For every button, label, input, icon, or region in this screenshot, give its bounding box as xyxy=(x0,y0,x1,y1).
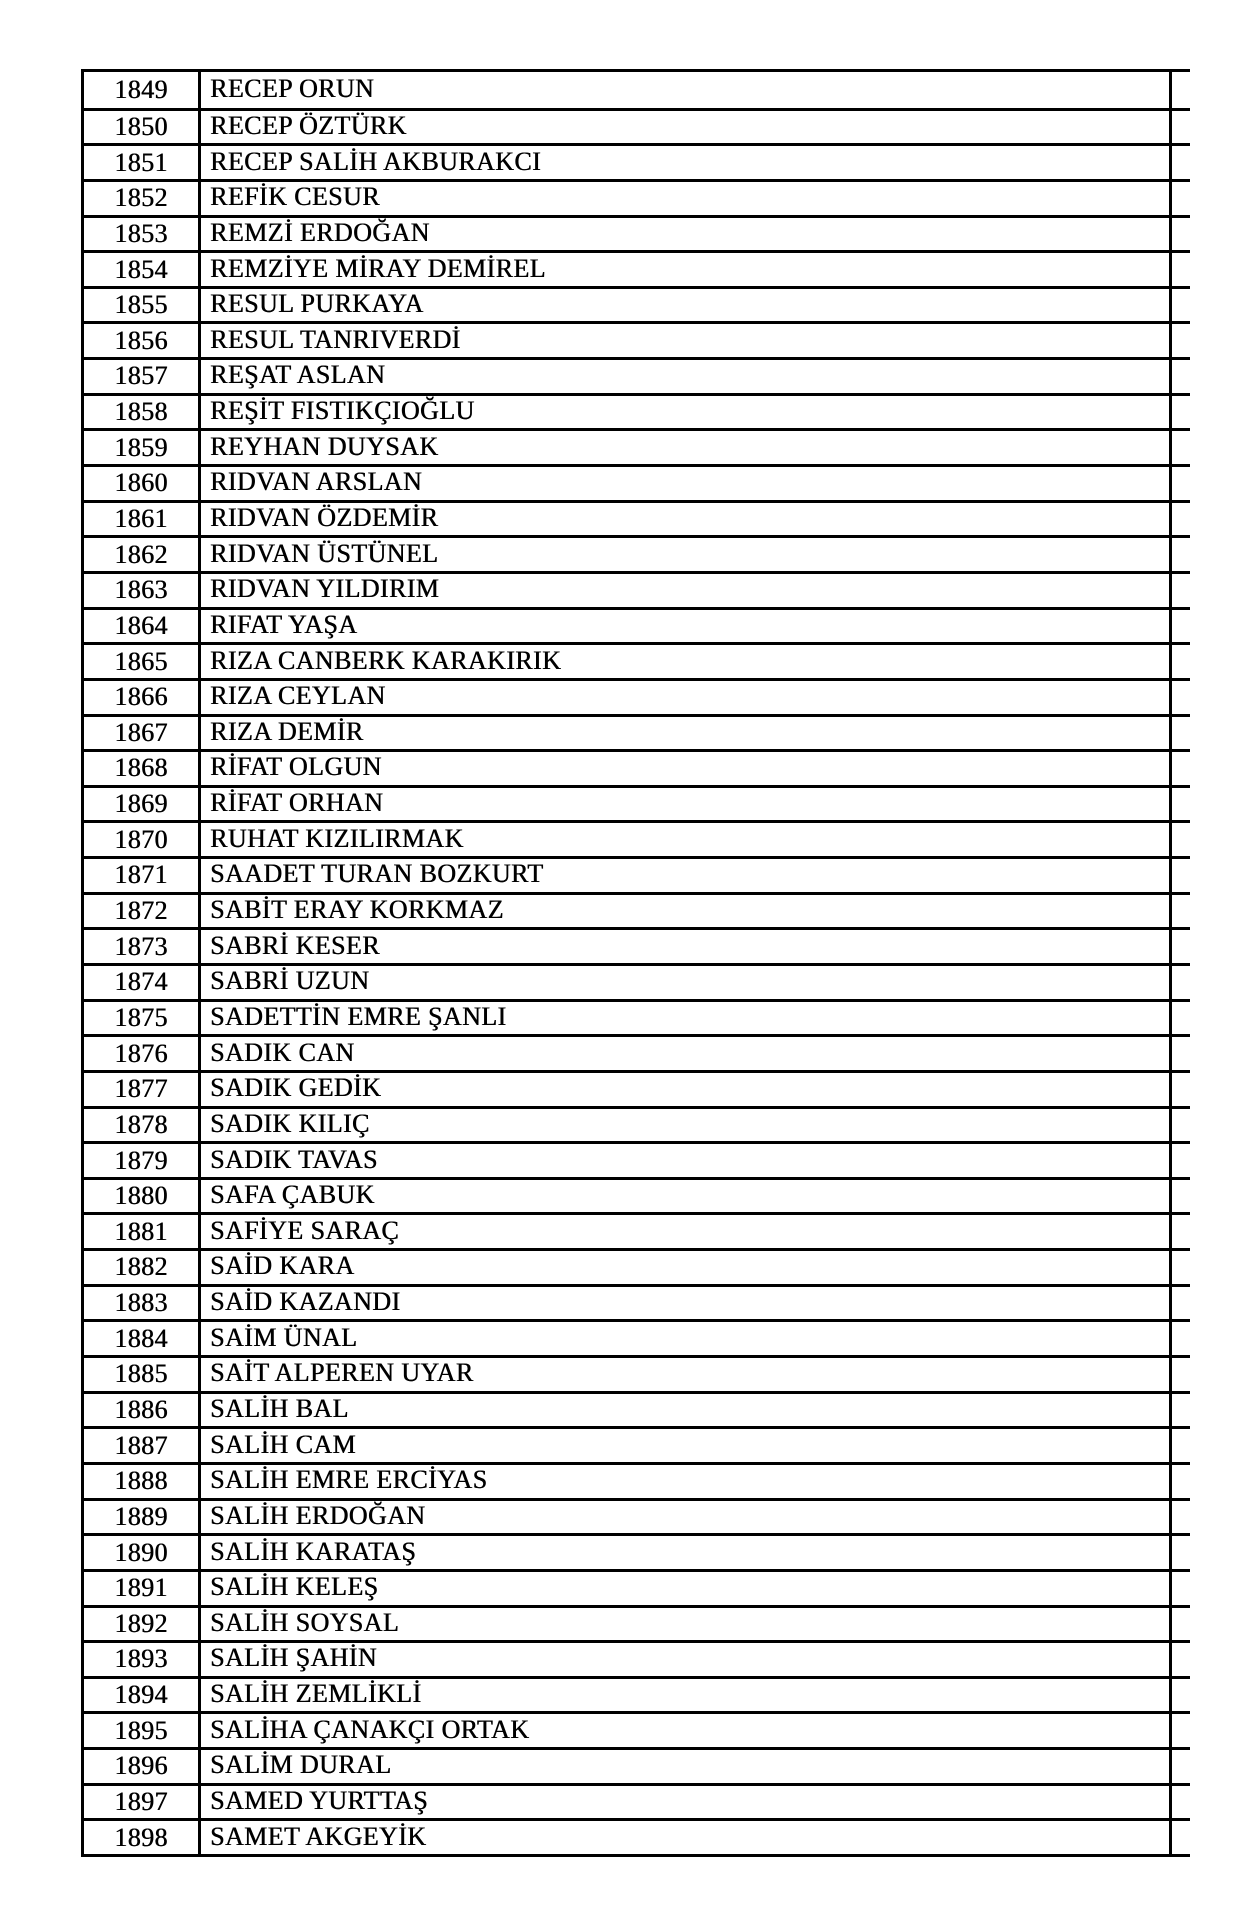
row-number-cell: 1866 xyxy=(84,681,201,714)
row-number-cell: 1881 xyxy=(84,1215,201,1248)
row-number-cell: 1873 xyxy=(84,930,201,963)
row-number-cell: 1879 xyxy=(84,1144,201,1177)
row-number-cell: 1880 xyxy=(84,1180,201,1213)
table-row xyxy=(84,1498,1169,1534)
row-number-cell: 1886 xyxy=(84,1394,201,1427)
row-name-cell: RIZA CEYLAN xyxy=(210,681,386,711)
table-row xyxy=(84,215,1169,251)
row-number-cell: 1897 xyxy=(84,1786,201,1819)
table-row xyxy=(84,1284,1169,1320)
row-name-cell: SAMED YURTTAŞ xyxy=(210,1786,428,1816)
row-name-cell: SALİH KELEŞ xyxy=(210,1572,379,1602)
row-number-cell: 1898 xyxy=(84,1821,201,1854)
row-number-cell: 1875 xyxy=(84,1002,201,1035)
table-row xyxy=(84,1177,1169,1213)
row-number-cell: 1872 xyxy=(84,895,201,928)
row-name-cell: REFİK CESUR xyxy=(210,182,380,212)
row-name-cell: SALİH BAL xyxy=(210,1393,349,1423)
row-name-cell: RECEP ÖZTÜRK xyxy=(210,110,407,140)
row-number-cell: 1893 xyxy=(84,1643,201,1676)
row-number-cell: 1853 xyxy=(84,218,201,251)
row-name-cell: SAİT ALPEREN UYAR xyxy=(210,1358,474,1388)
table-row xyxy=(84,1818,1169,1854)
row-name-cell: SADIK TAVAS xyxy=(210,1144,378,1174)
table-row xyxy=(84,143,1169,179)
row-name-cell: REŞAT ASLAN xyxy=(210,360,386,390)
table-row xyxy=(84,1640,1169,1676)
row-name-cell: SAİD KARA xyxy=(210,1251,355,1281)
row-name-cell: SAFA ÇABUK xyxy=(210,1180,375,1210)
row-number-cell: 1871 xyxy=(84,859,201,892)
table-row xyxy=(84,1141,1169,1177)
row-name-cell: SALİHA ÇANAKÇI ORTAK xyxy=(210,1714,530,1744)
table-row xyxy=(84,749,1169,785)
table-row xyxy=(84,892,1169,928)
table-row xyxy=(84,1462,1169,1498)
table-row xyxy=(84,1605,1169,1641)
row-name-cell: SALİH EMRE ERCİYAS xyxy=(210,1465,488,1495)
table-row xyxy=(84,1319,1169,1355)
table-row xyxy=(84,1783,1169,1819)
row-name-cell: RIFAT YAŞA xyxy=(210,609,358,639)
table-row xyxy=(84,1426,1169,1462)
row-number-cell: 1855 xyxy=(84,289,201,322)
row-number-cell: 1874 xyxy=(84,966,201,999)
row-number-cell: 1852 xyxy=(84,182,201,215)
row-name-cell: SABRİ UZUN xyxy=(210,966,370,996)
row-name-cell: SALİH CAM xyxy=(210,1429,356,1459)
table-row xyxy=(84,1034,1169,1070)
row-number-cell: 1889 xyxy=(84,1501,201,1534)
row-name-cell: REMZİYE MİRAY DEMİREL xyxy=(210,253,546,283)
row-number-cell: 1864 xyxy=(84,610,201,643)
table-row xyxy=(84,357,1169,393)
table-row xyxy=(84,927,1169,963)
row-name-cell: SAFİYE SARAÇ xyxy=(210,1215,400,1245)
row-name-cell: RİFAT OLGUN xyxy=(210,752,382,782)
table-row xyxy=(84,1569,1169,1605)
table-row xyxy=(84,785,1169,821)
row-name-cell: SALİH ŞAHİN xyxy=(210,1643,377,1673)
row-number-cell: 1896 xyxy=(84,1750,201,1783)
row-number-cell: 1849 xyxy=(84,72,201,108)
row-name-cell: SADIK CAN xyxy=(210,1037,355,1067)
row-number-cell: 1894 xyxy=(84,1679,201,1712)
row-name-cell: REŞİT FISTIKÇIOĞLU xyxy=(210,396,475,426)
row-name-cell: SALİH SOYSAL xyxy=(210,1607,399,1637)
row-number-cell: 1862 xyxy=(84,538,201,571)
row-name-cell: SAMET AKGEYİK xyxy=(210,1821,427,1851)
table-row xyxy=(84,321,1169,357)
table-row xyxy=(84,1212,1169,1248)
table-row xyxy=(84,535,1169,571)
table-row xyxy=(84,714,1169,750)
row-name-cell: REMZİ ERDOĞAN xyxy=(210,217,430,247)
table-row xyxy=(84,250,1169,286)
row-name-cell: REYHAN DUYSAK xyxy=(210,431,439,461)
table-row xyxy=(84,428,1169,464)
row-number-cell: 1876 xyxy=(84,1037,201,1070)
row-name-cell: SALİM DURAL xyxy=(210,1750,392,1780)
table-row xyxy=(84,1106,1169,1142)
table-row xyxy=(84,963,1169,999)
table-row xyxy=(84,856,1169,892)
table-row xyxy=(84,393,1169,429)
row-name-cell: SAİD KAZANDI xyxy=(210,1287,401,1317)
row-name-cell: SABRİ KESER xyxy=(210,930,380,960)
row-number-cell: 1888 xyxy=(84,1465,201,1498)
row-name-cell: SABİT ERAY KORKMAZ xyxy=(210,895,504,925)
row-number-cell: 1895 xyxy=(84,1714,201,1747)
row-number-cell: 1891 xyxy=(84,1572,201,1605)
row-name-cell: RIDVAN ÖZDEMİR xyxy=(210,502,439,532)
table-row xyxy=(84,464,1169,500)
row-number-cell: 1883 xyxy=(84,1287,201,1320)
row-number-cell: 1870 xyxy=(84,823,201,856)
row-number-cell: 1850 xyxy=(84,111,201,144)
row-number-cell: 1882 xyxy=(84,1251,201,1284)
table-row xyxy=(84,72,1169,108)
table-row xyxy=(84,1711,1169,1747)
row-number-cell: 1884 xyxy=(84,1322,201,1355)
row-name-cell: RIDVAN ARSLAN xyxy=(210,467,423,497)
row-number-cell: 1878 xyxy=(84,1109,201,1142)
table-row xyxy=(84,678,1169,714)
row-number-cell: 1858 xyxy=(84,396,201,429)
row-number-cell: 1861 xyxy=(84,503,201,536)
row-number-cell: 1877 xyxy=(84,1073,201,1106)
row-name-cell: RESUL TANRIVERDİ xyxy=(210,324,461,354)
row-name-cell: RECEP ORUN xyxy=(210,73,375,103)
row-name-cell: RIZA DEMİR xyxy=(210,716,364,746)
row-number-cell: 1856 xyxy=(84,324,201,357)
row-number-cell: 1867 xyxy=(84,717,201,750)
row-number-cell: 1890 xyxy=(84,1536,201,1569)
table-row xyxy=(84,571,1169,607)
roster-table xyxy=(81,69,1172,1857)
row-name-cell: RIZA CANBERK KARAKIRIK xyxy=(210,645,562,675)
table-row xyxy=(84,108,1169,144)
row-name-cell: RECEP SALİH AKBURAKCI xyxy=(210,146,542,176)
row-number-cell: 1857 xyxy=(84,360,201,393)
row-name-cell: SALİH ZEMLİKLİ xyxy=(210,1679,422,1709)
row-number-cell: 1869 xyxy=(84,788,201,821)
row-number-cell: 1887 xyxy=(84,1429,201,1462)
table-row xyxy=(84,1391,1169,1427)
table-row xyxy=(84,607,1169,643)
table-row xyxy=(84,1747,1169,1783)
row-number-cell: 1859 xyxy=(84,431,201,464)
table-row xyxy=(84,286,1169,322)
row-name-cell: SADIK KILIÇ xyxy=(210,1108,370,1138)
table-row xyxy=(84,642,1169,678)
table-row xyxy=(84,1533,1169,1569)
row-number-cell: 1860 xyxy=(84,467,201,500)
row-number-cell: 1868 xyxy=(84,752,201,785)
table-row xyxy=(84,1355,1169,1391)
row-name-cell: SALİH KARATAŞ xyxy=(210,1536,417,1566)
row-name-cell: RIDVAN ÜSTÜNEL xyxy=(210,538,439,568)
row-name-cell: SALİH ERDOĞAN xyxy=(210,1500,426,1530)
table-row xyxy=(84,1248,1169,1284)
row-name-cell: RUHAT KIZILIRMAK xyxy=(210,823,464,853)
table-row xyxy=(84,1070,1169,1106)
row-number-cell: 1885 xyxy=(84,1358,201,1391)
table-row xyxy=(84,179,1169,215)
row-name-cell: SADETTİN EMRE ŞANLI xyxy=(210,1001,507,1031)
row-name-cell: RİFAT ORHAN xyxy=(210,788,384,818)
row-number-cell: 1863 xyxy=(84,574,201,607)
row-name-cell: RIDVAN YILDIRIM xyxy=(210,574,440,604)
table-row xyxy=(84,820,1169,856)
row-number-cell: 1892 xyxy=(84,1608,201,1641)
row-number-cell: 1865 xyxy=(84,645,201,678)
row-name-cell: SADIK GEDİK xyxy=(210,1073,382,1103)
row-name-cell: RESUL PURKAYA xyxy=(210,289,424,319)
table-row xyxy=(84,500,1169,536)
row-number-cell: 1854 xyxy=(84,253,201,286)
row-name-cell: SAİM ÜNAL xyxy=(210,1322,358,1352)
table-row xyxy=(84,999,1169,1035)
table-row xyxy=(84,1676,1169,1712)
row-number-cell: 1851 xyxy=(84,146,201,179)
row-name-cell: SAADET TURAN BOZKURT xyxy=(210,859,544,889)
